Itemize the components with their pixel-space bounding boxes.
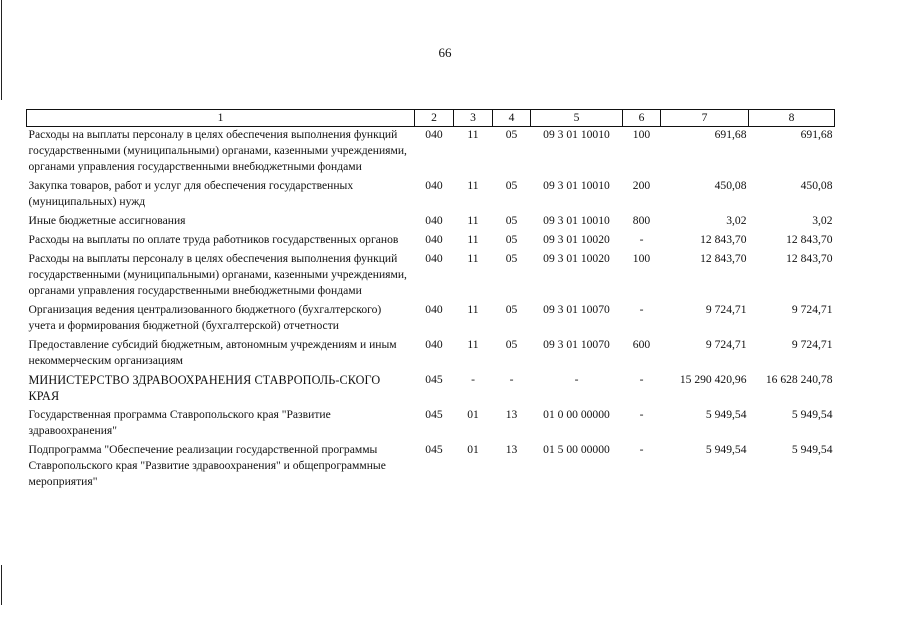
target-article-code: 09 3 01 10070	[543, 338, 610, 351]
page-number: 66	[438, 45, 452, 60]
column-header: 3	[454, 110, 493, 127]
amount-col7: 9 724,71	[705, 338, 747, 351]
target-article-code: 09 3 01 10070	[543, 303, 610, 316]
table-row	[27, 407, 835, 442]
amount-col8: 5 949,54	[791, 408, 833, 421]
target-article-code: 09 3 01 10020	[543, 233, 610, 246]
expense-name: Организация ведения централизованного бюджетного (бухгалтерского) учета и формирования бюджетной (бухгалтерской) отчетности	[28, 303, 382, 332]
subsection-code: 05	[505, 128, 518, 141]
section-code: -	[471, 373, 475, 386]
subsection-code: 13	[505, 408, 518, 421]
table-row	[27, 178, 835, 213]
amount-col8: 3,02	[812, 214, 833, 227]
scan-edge-mark-bottom	[1, 565, 2, 605]
expense-name: Подпрограмма "Обеспечение реализации государственной программы Ставропольского края "Развитие здравоохранения" и общепрограммные мероприятия"	[28, 443, 386, 488]
expense-type-code: -	[639, 373, 644, 386]
ministry-code: 040	[425, 252, 443, 265]
amount-col7: 450,08	[714, 179, 747, 192]
column-header: 4	[493, 110, 531, 127]
expense-type-code: 100	[632, 252, 651, 265]
subsection-code: 05	[505, 252, 518, 265]
amount-col7: 15 290 420,96	[679, 373, 747, 386]
amount-col7: 691,68	[714, 128, 747, 141]
ministry-name: МИНИСТЕРСТВО ЗДРАВООХРАНЕНИЯ СТАВРОПОЛЬ-СКОГО КРАЯ	[28, 373, 381, 403]
expense-type-code: 200	[632, 179, 651, 192]
expense-type-code: 800	[632, 214, 651, 227]
expense-type-code: 100	[632, 128, 651, 141]
expense-type-code: -	[639, 233, 644, 246]
subsection-code: 05	[505, 233, 518, 246]
ministry-code: 040	[425, 233, 443, 246]
amount-col7: 12 843,70	[700, 233, 747, 246]
column-header: 2	[415, 110, 454, 127]
column-header: 1	[27, 110, 415, 127]
ministry-code: 040	[425, 179, 443, 192]
ministry-code: 045	[425, 373, 443, 386]
section-code: 01	[467, 408, 479, 421]
target-article-code: 09 3 01 10010	[543, 128, 610, 141]
table-row	[27, 442, 835, 493]
subsection-code: 13	[505, 443, 518, 456]
table-row-ministry	[27, 372, 835, 407]
table-row	[27, 213, 835, 232]
section-code: 11	[467, 214, 479, 227]
ministry-code: 040	[425, 303, 443, 316]
subsection-code: 05	[505, 338, 518, 351]
column-header: 7	[661, 110, 749, 127]
section-code: 11	[467, 179, 479, 192]
section-code: 11	[467, 252, 479, 265]
column-header: 6	[623, 110, 661, 127]
expense-type-code: 600	[632, 338, 651, 351]
expense-name: Расходы на выплаты персоналу в целях обеспечения выполнения функций государственными (муниципальными) органами, казенными учреждениями, органами управления государственными внебюджетными фондами	[28, 252, 407, 297]
amount-col7: 3,02	[726, 214, 747, 227]
amount-col8: 691,68	[800, 128, 833, 141]
table-header-row	[27, 110, 835, 127]
expense-name: Расходы на выплаты по оплате труда работников государственных органов	[28, 233, 399, 246]
expense-name: Иные бюджетные ассигнования	[28, 214, 186, 227]
section-code: 11	[467, 303, 479, 316]
table-row	[27, 251, 835, 302]
amount-col7: 5 949,54	[705, 408, 747, 421]
amount-col8: 450,08	[800, 179, 833, 192]
table-row	[27, 337, 835, 372]
subsection-code: 05	[505, 303, 518, 316]
budget-table	[26, 109, 835, 493]
target-article-code: -	[574, 373, 579, 386]
amount-col8: 9 724,71	[791, 303, 833, 316]
subsection-code: 05	[505, 179, 518, 192]
column-header: 8	[749, 110, 835, 127]
amount-col8: 5 949,54	[791, 443, 833, 456]
table-row	[27, 232, 835, 251]
section-code: 01	[467, 443, 479, 456]
ministry-code: 045	[425, 408, 443, 421]
target-article-code: 09 3 01 10010	[543, 179, 610, 192]
ministry-code: 040	[425, 338, 443, 351]
subsection-code: 05	[505, 214, 518, 227]
ministry-code: 040	[425, 214, 443, 227]
section-code: 11	[467, 338, 479, 351]
expense-name: Предоставление субсидий бюджетным, автономным учреждениям и иным некоммерческим организациям	[28, 338, 397, 367]
subsection-code: -	[509, 373, 514, 386]
section-code: 11	[467, 128, 479, 141]
expense-name: Государственная программа Ставропольского края "Развитие здравоохранения"	[28, 408, 331, 437]
column-header: 5	[531, 110, 623, 127]
amount-col8: 12 843,70	[786, 252, 833, 265]
target-article-code: 09 3 01 10010	[543, 214, 610, 227]
amount-col7: 12 843,70	[700, 252, 747, 265]
amount-col7: 9 724,71	[705, 303, 747, 316]
amount-col8: 16 628 240,78	[765, 373, 833, 386]
expense-name: Расходы на выплаты персоналу в целях обеспечения выполнения функций государственными (муниципальными) органами, казенными учреждениями, органами управления государственными внебюджетными фондами	[28, 128, 407, 173]
expense-type-code: -	[639, 443, 644, 456]
section-code: 11	[467, 233, 479, 246]
expense-name: Закупка товаров, работ и услуг для обеспечения государственных (муниципальных) нужд	[28, 179, 354, 208]
target-article-code: 01 5 00 00000	[543, 443, 610, 456]
amount-col8: 12 843,70	[786, 233, 833, 246]
ministry-code: 040	[425, 128, 443, 141]
target-article-code: 09 3 01 10020	[543, 252, 610, 265]
target-article-code: 01 0 00 00000	[543, 408, 610, 421]
expense-type-code: -	[639, 408, 644, 421]
ministry-code: 045	[425, 443, 443, 456]
amount-col8: 9 724,71	[791, 338, 833, 351]
amount-col7: 5 949,54	[705, 443, 747, 456]
table-row	[27, 127, 835, 179]
table-row	[27, 302, 835, 337]
expense-type-code: -	[639, 303, 644, 316]
